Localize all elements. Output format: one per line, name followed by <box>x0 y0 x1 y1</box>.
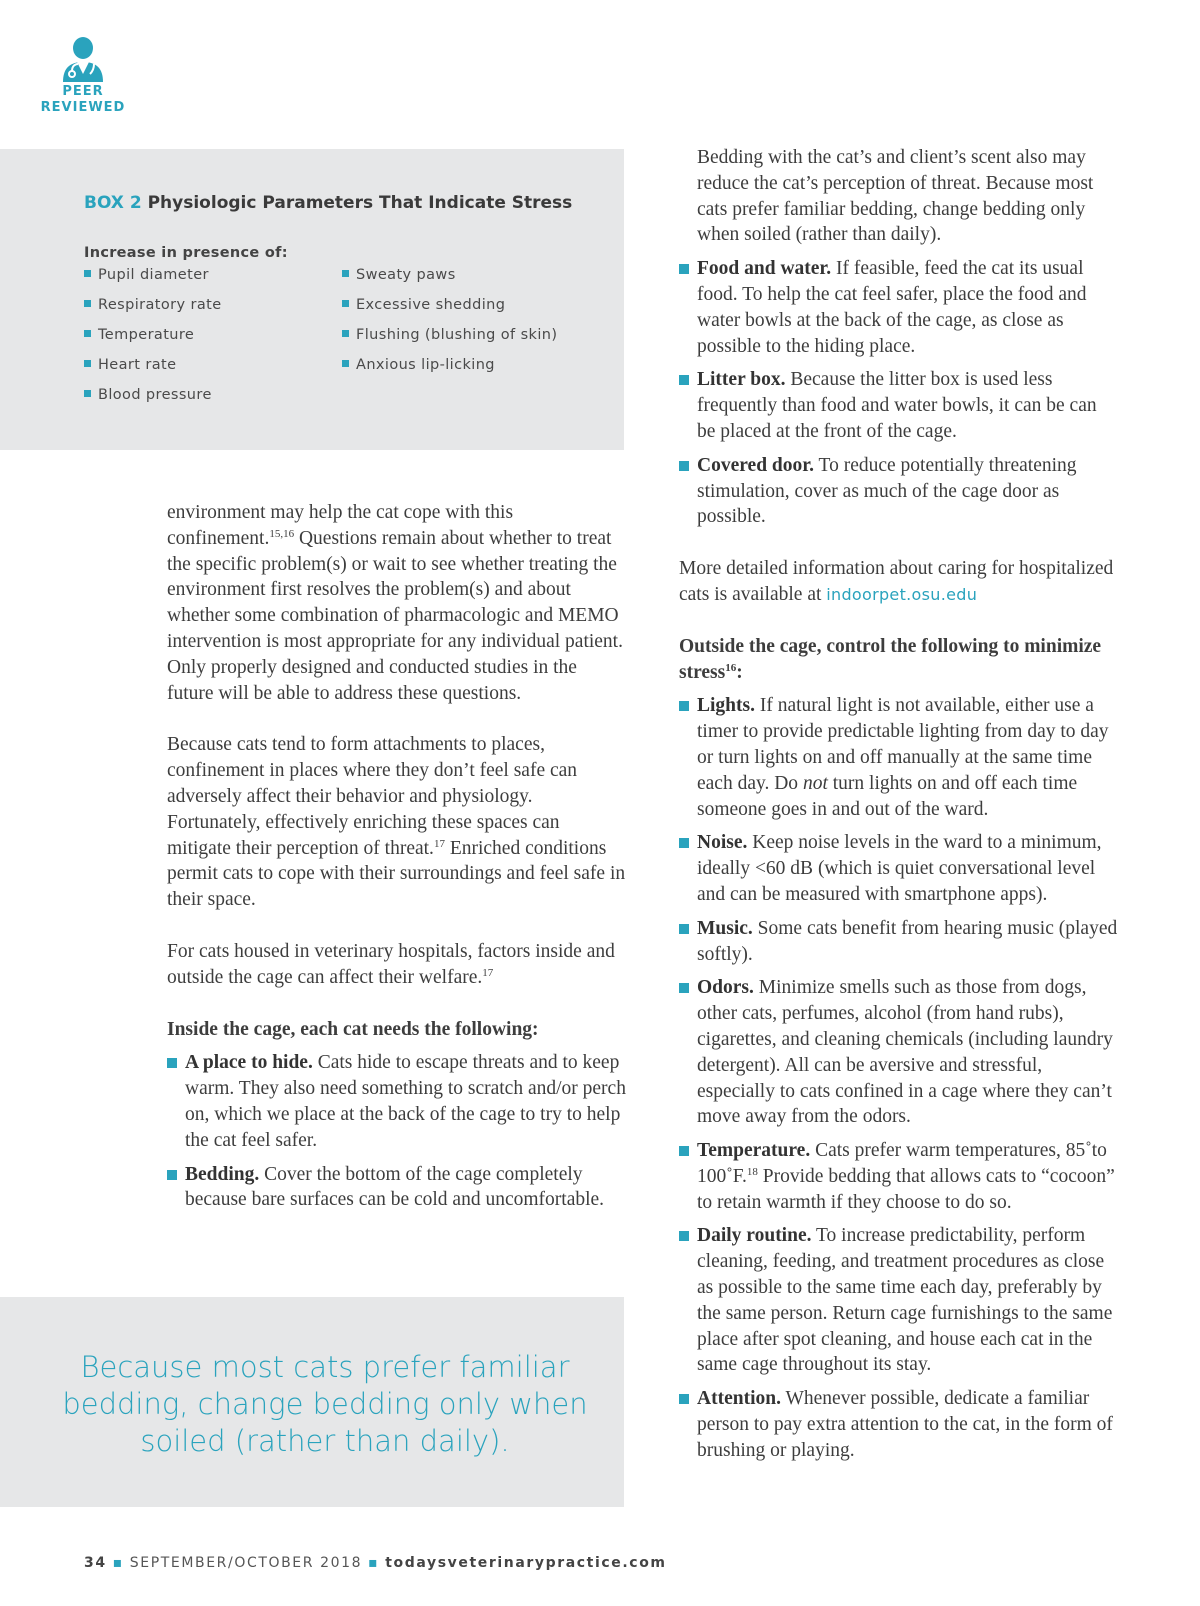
box-2-title <box>84 193 572 213</box>
list-item: Sweaty paws <box>342 266 557 296</box>
inside-cage-list <box>167 1050 627 1213</box>
box-2-list-left <box>84 266 222 416</box>
website-link[interactable]: indoorpet.osu.edu <box>826 584 978 604</box>
list-item: Blood pressure <box>84 386 222 416</box>
pull-quote-box <box>0 1297 624 1507</box>
page-footer: 34 ▪ SEPTEMBER/OCTOBER 2018 ▪ todaysveterinarypractice.com <box>84 1555 667 1571</box>
list-item: Covered door. To reduce potentially threatening stimulation, cover as much of the cage door as possible. <box>679 453 1119 530</box>
list-item: Bedding. Cover the bottom of the cage completely because bare surfaces can be cold and uncomfortable. <box>167 1162 627 1214</box>
list-item: Respiratory rate <box>84 296 222 326</box>
list-item: Daily routine. To increase predictability, perform cleaning, feeding, and treatment procedures as close as possible to the same time each day, preferably by the same person. Return cage furnishings to the same place after spot cleaning, and house each cat in the same cage throughout its stay. <box>679 1223 1119 1378</box>
box-2-list-right <box>342 266 557 386</box>
list-item: Odors. Minimize smells such as those from dogs, other cats, perfumes, alcohol (from hand rubs), cigarettes, and cleaning chemicals (including laundry detergent). All can be aversive and stressful, especially to cats confined in a cage where they can’t move away from the odors. <box>679 975 1119 1130</box>
doctor-icon <box>60 34 106 84</box>
list-item: Music. Some cats benefit from hearing music (played softly). <box>679 916 1119 968</box>
page-number: 34 <box>84 1555 107 1571</box>
list-item: Noise. Keep noise levels in the ward to a minimum, ideally <60 dB (which is quiet conversational level and can be measured with smartphone apps). <box>679 830 1119 907</box>
pull-quote: Because most cats prefer familiar bedding, change bedding only when soiled (rather than daily). <box>62 1350 588 1458</box>
left-column <box>167 500 627 1221</box>
list-item: Pupil diameter <box>84 266 222 296</box>
box-title-text: Physiologic Parameters That Indicate Stress <box>147 193 573 213</box>
list-item: Lights. If natural light is not available, either use a timer to provide predictable lighting from day to day or turn lights on and off manually at the same time each day. Do not turn lights on and off each time someone goes in and out of the ward. <box>679 693 1119 822</box>
list-item: Heart rate <box>84 356 222 386</box>
badge-line-2: REVIEWED <box>40 100 126 115</box>
footer-site: todaysveterinarypractice.com <box>385 1555 667 1571</box>
box-2-subheading: Increase in presence of: <box>84 245 288 261</box>
paragraph: More detailed information about caring for hospitalized cats is available at indoorpet.osu.edu <box>679 558 1114 605</box>
list-item: Excessive shedding <box>342 296 557 326</box>
paragraph: For cats housed in veterinary hospitals, factors inside and outside the cage can affect their welfare.$^{17}$ <box>167 940 615 988</box>
box-2-panel <box>0 149 624 450</box>
box-number: BOX 2 <box>84 193 142 213</box>
paragraph: Because cats tend to form attachments to places, confinement in places where they don’t feel safe can adversely affect their behavior and physiology. Fortunately, effectively enriching these spaces can mitigate their perception of threat.$^{17}$ Enriched conditions permit cats to cope with their surroundings and feel safe in their space. <box>167 734 626 911</box>
paragraph: environment may help the cat cope with this confinement.$^{15,16}$ Questions remain about whether to treat the specific problem(s) or wait to see whether treating the environment first resolves the problem(s) and about whether some combination of pharmacologic and MEMO intervention is most appropriate for any individual patient. Only properly designed and conducted studies in the future will be able to address these questions. <box>167 502 623 704</box>
list-item: Flushing (blushing of skin) <box>342 326 557 356</box>
badge-line-1: PEER <box>62 84 104 99</box>
list-item: A place to hide. Cats hide to escape threats and to keep warm. They also need something to scratch and/or perch on, which we place at the back of the cage to try to help the cat feel safer. <box>167 1050 627 1153</box>
list-item: Temperature. Cats prefer warm temperatures, 85˚to 100˚F.$^{18}$ Provide bedding that allows cats to “cocoon” to retain warmth if they choose to do so. <box>679 1138 1119 1215</box>
section-heading: Inside the cage, each cat needs the following: <box>167 1018 539 1040</box>
outside-cage-list <box>679 693 1119 1463</box>
list-item: Litter box. Because the litter box is used less frequently than food and water bowls, it can be can be placed at the front of the cage. <box>679 367 1119 444</box>
section-heading: Outside the cage, control the following to minimize stress$^{16}$: <box>679 635 1102 683</box>
peer-reviewed-badge <box>38 34 128 116</box>
list-item: Anxious lip-licking <box>342 356 557 386</box>
list-item: Attention. Whenever possible, dedicate a familiar person to pay extra attention to the cat, in the form of brushing or playing. <box>679 1386 1119 1463</box>
list-item: Temperature <box>84 326 222 356</box>
right-column <box>679 145 1119 1472</box>
list-item: Food and water. If feasible, feed the cat its usual food. To help the cat feel safer, place the food and water bowls at the back of the cage, as close as possible to the hiding place. <box>679 256 1119 359</box>
issue-date: SEPTEMBER/OCTOBER 2018 <box>129 1555 363 1571</box>
cage-items-list <box>679 256 1119 530</box>
paragraph: Bedding with the cat’s and client’s scent also may reduce the cat’s perception of threat. Because most cats prefer familiar bedding, change bedding only when soiled (rather than daily). <box>697 147 1094 246</box>
